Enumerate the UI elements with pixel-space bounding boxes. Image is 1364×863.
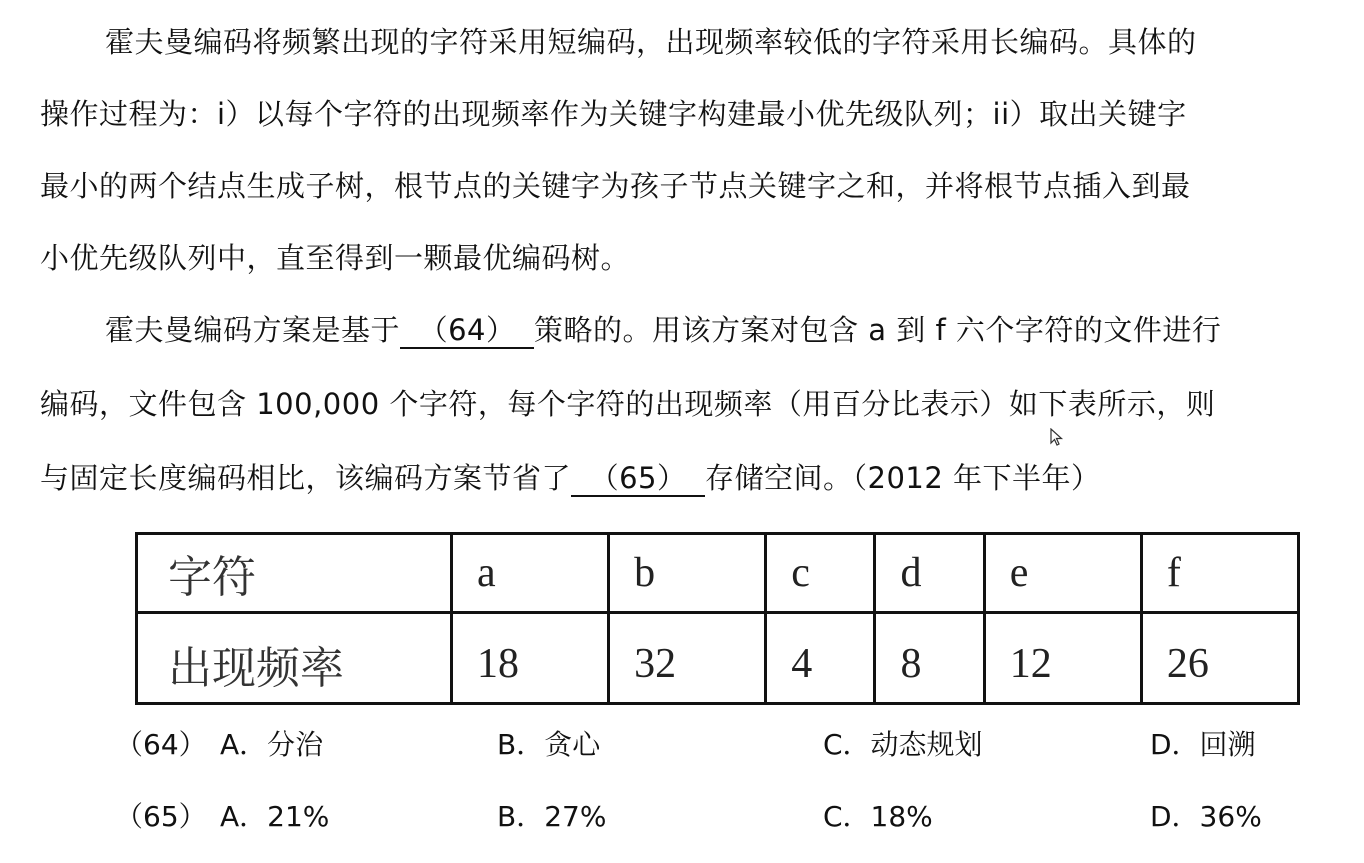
- frequency-table: [135, 532, 1300, 705]
- paragraph1-line2: 操作过程为：i）以每个字符的出现频率作为关键字构建最小优先级队列；ii）取出关键字: [40, 97, 1187, 131]
- table-cell-char: b: [609, 534, 766, 613]
- table-cell-char: a: [452, 534, 609, 613]
- option-d: D．36%: [1150, 800, 1262, 833]
- option-c: C．动态规划: [823, 728, 983, 761]
- question-64-options: [0, 725, 1364, 765]
- question-number: （64）: [115, 728, 207, 761]
- option-b: B．贪心: [497, 728, 601, 761]
- paragraph1-line3: 最小的两个结点生成子树，根节点的关键字为孩子节点关键字之和，并将根节点插入到最: [40, 169, 1191, 203]
- table-row: [137, 534, 1299, 613]
- paragraph2-line5: [105, 310, 1221, 350]
- table-cell-freq: 12: [984, 613, 1141, 704]
- table-cell-freq: 32: [609, 613, 766, 704]
- table-cell-freq: 18: [452, 613, 609, 704]
- question-number: （65）: [115, 800, 207, 833]
- option-b: B．27%: [497, 800, 607, 833]
- line5-text-before: 霍夫曼编码方案是基于: [105, 313, 401, 347]
- line5-text-after: 策略的。用该方案对包含 a 到 f 六个字符的文件进行: [534, 313, 1222, 347]
- blank-65: （65）: [571, 461, 705, 497]
- option-a: A．分治: [220, 728, 324, 761]
- table-cell-freq: 4: [766, 613, 875, 704]
- table-cell-char: c: [766, 534, 875, 613]
- option-d: D．回溯: [1150, 728, 1256, 761]
- question-65-options: [0, 797, 1364, 837]
- option-c: C．18%: [823, 800, 933, 833]
- paragraph2-line7: [40, 458, 1101, 498]
- blank-64: （64）: [400, 313, 534, 349]
- table-header-freq: 出现频率: [137, 613, 452, 704]
- table-cell-freq: 26: [1141, 613, 1298, 704]
- table-header-char: 字符: [137, 534, 452, 613]
- table-row: [137, 613, 1299, 704]
- table-cell-freq: 8: [875, 613, 984, 704]
- paragraph1-line1: 霍夫曼编码将频繁出现的字符采用短编码，出现频率较低的字符采用长编码。具体的: [105, 25, 1197, 59]
- line7-text-after: 存储空间。（2012 年下半年）: [705, 461, 1101, 495]
- option-a: A．21%: [220, 800, 330, 833]
- mouse-cursor-icon: [1050, 428, 1064, 446]
- paragraph2-line6: 编码，文件包含 100,000 个字符，每个字符的出现频率（用百分比表示）如下表所示，则: [40, 387, 1216, 421]
- table-cell-char: f: [1141, 534, 1298, 613]
- table-cell-char: d: [875, 534, 984, 613]
- paragraph1-line4: 小优先级队列中，直至得到一颗最优编码树。: [40, 241, 631, 275]
- table-cell-char: e: [984, 534, 1141, 613]
- line7-text-before: 与固定长度编码相比，该编码方案节省了: [40, 461, 572, 495]
